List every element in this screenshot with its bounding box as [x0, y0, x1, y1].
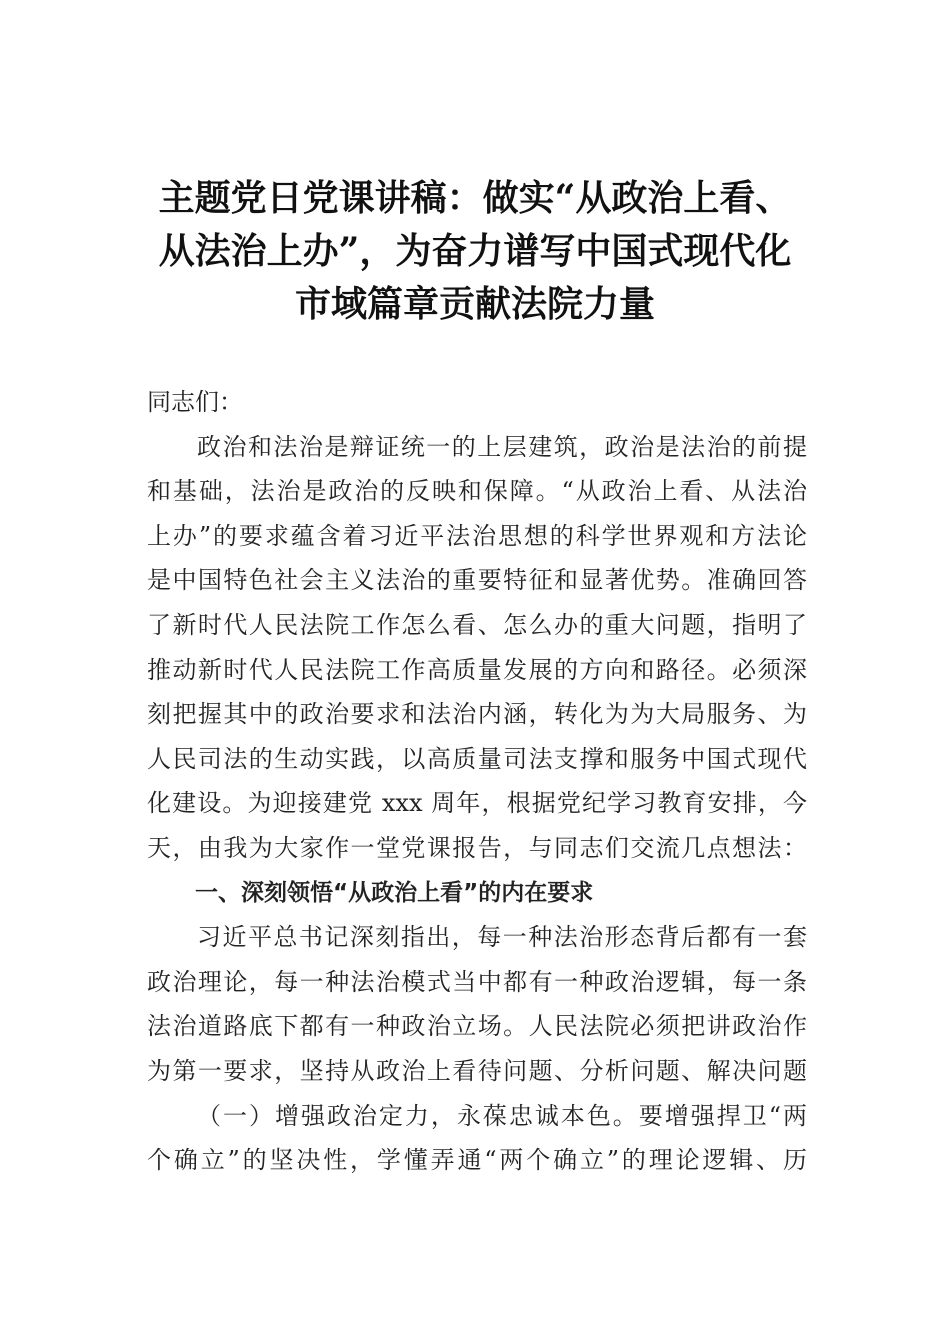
- greeting: 同志们：: [147, 388, 243, 416]
- paragraph-1-line: 刻把握其中的政治要求和法治内涵，转化为为大局服务、为: [147, 700, 807, 729]
- document-body: [147, 380, 807, 1183]
- section-heading-1: 一、深刻领悟“从政治上看”的内在要求: [195, 879, 594, 906]
- title-line-1: 主题党日党课讲稿：做实“从政治上看、: [158, 177, 792, 219]
- paragraph-1-line: 上办”的要求蕴含着习近平法治思想的科学世界观和方法论: [147, 521, 807, 550]
- paragraph-1-line: 了新时代人民法院工作怎么看、怎么办的重大问题，指明了: [147, 610, 807, 639]
- paragraph-1-line: 人民司法的生动实践，以高质量司法支撑和服务中国式现代: [147, 744, 807, 773]
- paragraph-2-line: 为第一要求，坚持从政治上看待问题、分析问题、解决问题: [147, 1056, 807, 1085]
- title-line-3: 市域篇章贡献法院力量: [294, 283, 655, 325]
- paragraph-1-line: 和基础，法治是政治的反映和保障。“从政治上看、从法治: [147, 477, 807, 506]
- paragraph-3-line: （一）增强政治定力，永葆忠诚本色。要增强捍卫“两: [197, 1101, 807, 1130]
- paragraph-1-line: 推动新时代人民法院工作高质量发展的方向和路径。必须深: [147, 655, 807, 684]
- document-title: [120, 172, 830, 331]
- paragraph-1-line: 化建设。为迎接建党 xxx 周年，根据党纪学习教育安排，今: [147, 789, 807, 818]
- paragraph-3-line: 个确立”的坚决性，学懂弄通“两个确立”的理论逻辑、历: [147, 1146, 807, 1175]
- paragraph-1-line: 是中国特色社会主义法治的重要特征和显著优势。准确回答: [147, 566, 807, 595]
- paragraph-2-line: 法治道路底下都有一种政治立场。人民法院必须把讲政治作: [147, 1012, 807, 1041]
- paragraph-2-line: 习近平总书记深刻指出，每一种法治形态背后都有一套: [197, 923, 807, 952]
- title-line-2: 从法治上办”，为奋力谱写中国式现代化: [158, 230, 792, 272]
- paragraph-2-line: 政治理论，每一种法治模式当中都有一种政治逻辑，每一条: [147, 967, 807, 996]
- paragraph-1-line: 政治和法治是辩证统一的上层建筑，政治是法治的前提: [197, 432, 807, 461]
- paragraph-1-line: 天，由我为大家作一堂党课报告，与同志们交流几点想法：: [147, 833, 807, 862]
